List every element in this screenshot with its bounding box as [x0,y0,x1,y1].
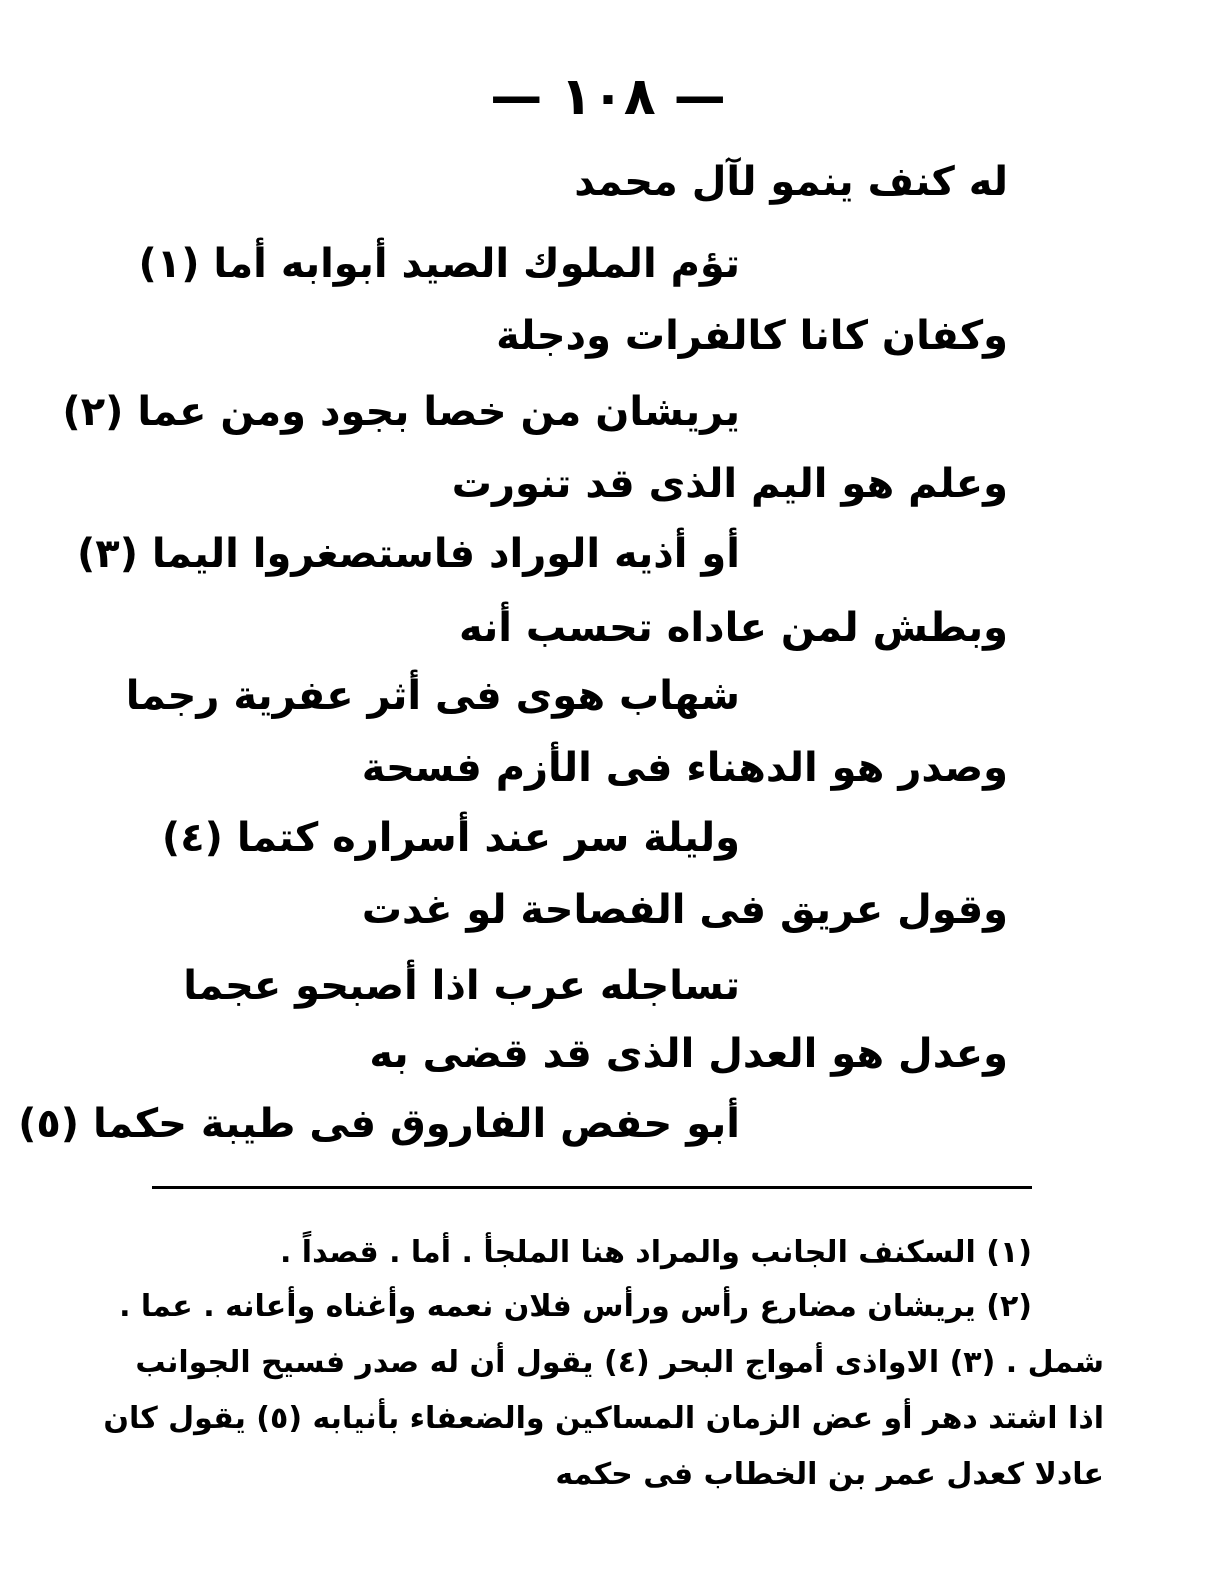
verse-6-first-hemistich: وقول عريق فى الفصاحة لو غدت [361,887,1008,933]
verse-3-second-hemistich: أو أذيه الوراد فاستصغروا اليما (٣) [77,531,740,577]
footnote-separator [152,1186,1032,1189]
verse-2-first-hemistich: وكفان كانا كالفرات ودجلة [496,313,1008,359]
verse-2-second-hemistich: يريشان من خصا بجود ومن عما (٢) [62,389,740,435]
verse-7-first-hemistich: وعدل هو العدل الذى قد قضى به [369,1031,1008,1077]
verse-4-second-hemistich: شهاب هوى فى أثر عفرية رجما [125,673,740,719]
footnote-line-4: اذا اشتد دهر أو عض الزمان المساكين والضعفاء بأنيابه (٥) يقول كان [103,1401,1104,1436]
footnote-line-1: (١) السكنف الجانب والمراد هنا الملجأ . أما . قصداً . [279,1235,1032,1270]
verse-5-first-hemistich: وصدر هو الدهناء فى الأزم فسحة [361,745,1008,791]
verse-7-second-hemistich: أبو حفص الفاروق فى طيبة حكما (٥) [18,1101,740,1147]
footnote-line-2: (٢) يريشان مضارع رأس ورأس فلان نعمه وأغناه وأعانه . عما . [119,1289,1032,1324]
verse-4-first-hemistich: وبطش لمن عاداه تحسب أنه [458,605,1008,651]
verse-5-second-hemistich: وليلة سر عند أسراره كتما (٤) [161,815,740,861]
footnote-line-3: شمل . (٣) الاواذى أمواج البحر (٤) يقول أن له صدر فسيح الجوانب [135,1345,1104,1380]
verse-1-first-hemistich: له كنف ينمو لآل محمد [574,159,1008,205]
page-number: — ١٠٨ — [490,67,726,127]
verse-1-second-hemistich: تؤم الملوك الصيد أبوابه أما (١) [138,241,740,287]
verse-3-first-hemistich: وعلم هو اليم الذى قد تنورت [451,461,1008,507]
footnote-line-5: عادلا كعدل عمر بن الخطاب فى حكمه [555,1457,1104,1492]
verse-6-second-hemistich: تساجله عرب اذا أصبحو عجما [183,963,740,1009]
